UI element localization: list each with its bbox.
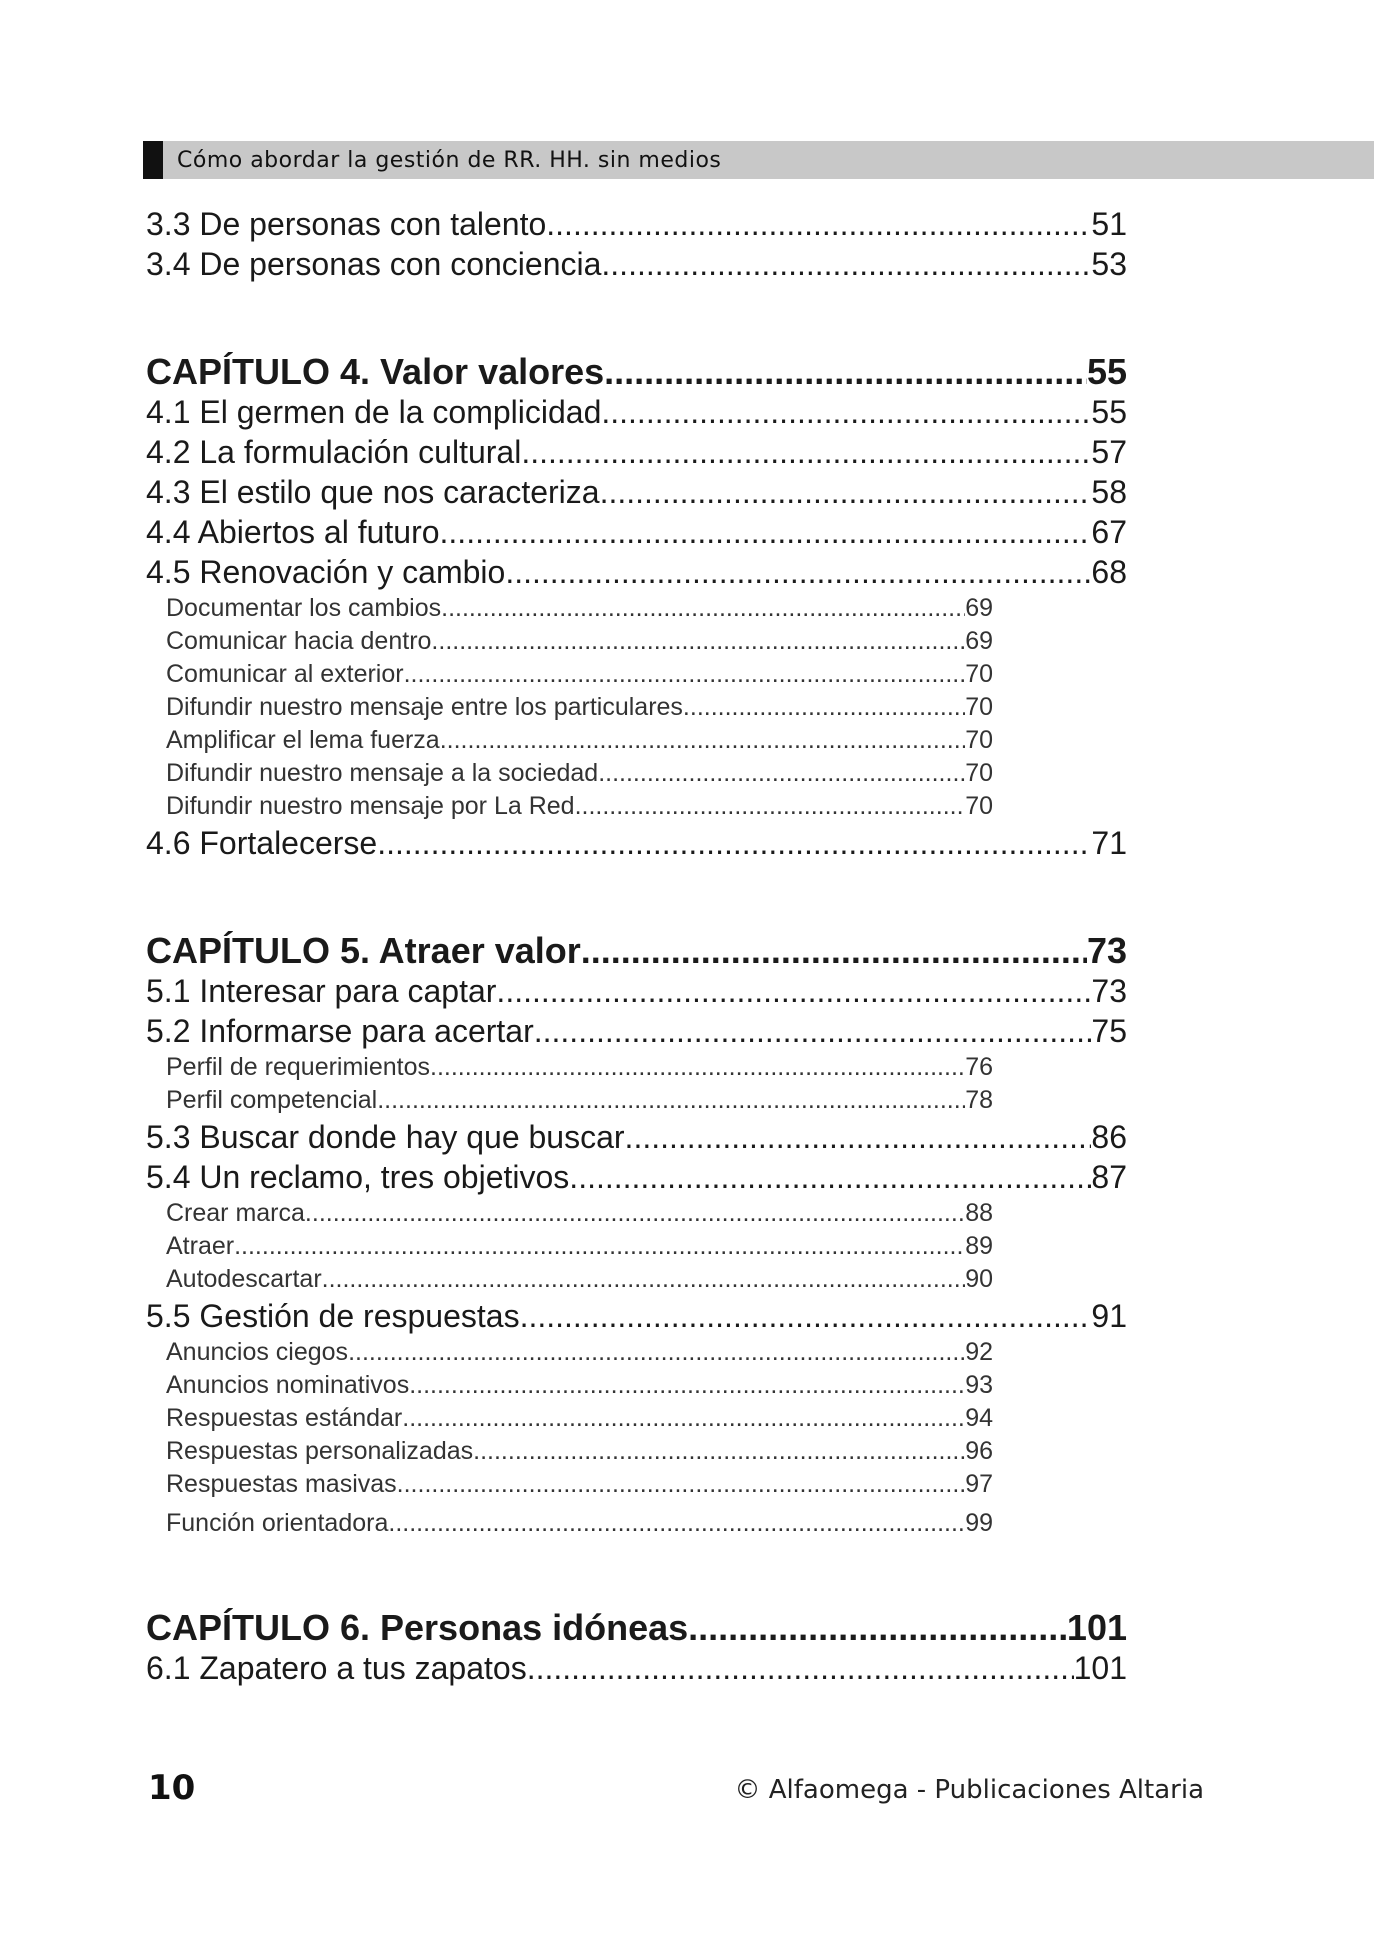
toc-entry-section (146, 823, 1127, 863)
toc-entry-page: 70 (965, 693, 993, 721)
toc-dot-leader (377, 823, 1091, 863)
toc-dot-leader (348, 1336, 965, 1369)
toc-dot-leader (625, 1117, 1092, 1157)
toc-entry-title: Difundir nuestro mensaje entre los particulares (166, 693, 683, 721)
toc-entry-title: Función orientadora (166, 1509, 389, 1537)
toc-dot-leader (521, 432, 1091, 472)
toc-entry-page: 87 (1091, 1159, 1127, 1195)
toc-entry-page: 69 (965, 627, 993, 655)
toc-entry-title: Respuestas masivas (166, 1470, 397, 1498)
toc-entry-title: Difundir nuestro mensaje por La Red (166, 792, 575, 820)
toc-entry-title: Amplificar el lema fuerza (166, 726, 440, 754)
toc-dot-leader (604, 352, 1087, 392)
toc-dot-leader (440, 724, 965, 757)
toc-entry-title: 3.3 De personas con talento (146, 206, 547, 242)
toc-entry-sub (146, 1263, 993, 1296)
toc-dot-leader (441, 592, 965, 625)
toc-entry-title: 5.4 Un reclamo, tres objetivos (146, 1159, 570, 1195)
page-number: 10 (148, 1768, 196, 1808)
toc-entry-page: 97 (965, 1470, 993, 1498)
toc-entry-page: 69 (965, 594, 993, 622)
toc-entry-page: 88 (965, 1199, 993, 1227)
toc-entry-sub (146, 1051, 993, 1084)
toc-entry-title: Anuncios nominativos (166, 1371, 410, 1399)
toc-entry-section (146, 432, 1127, 472)
toc-entry-page: 101 (1073, 1650, 1127, 1686)
toc-entry-page: 93 (965, 1371, 993, 1399)
toc-entry-section (146, 392, 1127, 432)
toc-entry-title: Anuncios ciegos (166, 1338, 349, 1366)
toc-entry-sub (146, 1402, 993, 1435)
toc-entry-page: 73 (1091, 973, 1127, 1009)
toc-dot-leader (322, 1263, 966, 1296)
publisher-credit: © Alfaomega - Publicaciones Altaria (734, 1775, 1204, 1805)
toc-entry-page: 73 (1086, 931, 1127, 971)
toc-entry-title: CAPÍTULO 6. Personas idóneas (146, 1608, 689, 1648)
toc-dot-leader (581, 931, 1087, 971)
toc-dot-leader (409, 1369, 965, 1402)
toc-entry-title: 5.1 Interesar para captar (146, 973, 497, 1009)
toc-entry-title: Atraer (166, 1232, 235, 1260)
toc-entry-sub (146, 658, 993, 691)
toc-entry-section (146, 1117, 1127, 1157)
toc-entry-title: 4.4 Abiertos al futuro (146, 514, 440, 550)
toc-entry-title: Respuestas personalizadas (166, 1437, 474, 1465)
running-header-title: Cómo abordar la gestión de RR. HH. sin medios (177, 148, 722, 173)
toc-entry-section (146, 512, 1127, 552)
toc-entry-page: 75 (1091, 1013, 1127, 1049)
toc-entry-page: 78 (965, 1086, 993, 1114)
toc-entry-title: Perfil de requerimientos (166, 1053, 431, 1081)
toc-dot-leader (402, 1402, 965, 1435)
toc-dot-leader (683, 691, 965, 724)
toc-entry-page: 89 (965, 1232, 993, 1260)
toc-entry-sub (146, 592, 993, 625)
toc-entry-sub (146, 1230, 993, 1263)
toc-entry-title: 3.4 De personas con conciencia (146, 246, 602, 282)
toc-entry-title: 6.1 Zapatero a tus zapatos (146, 1650, 527, 1686)
toc-dot-leader (388, 1507, 965, 1540)
toc-entry-section (146, 1157, 1127, 1197)
toc-entry-title: CAPÍTULO 4. Valor valores (146, 352, 605, 392)
toc-entry-section (146, 472, 1127, 512)
toc-entry-page: 67 (1091, 514, 1127, 550)
toc-entry-page: 99 (965, 1509, 993, 1537)
toc-entry-sub (146, 625, 993, 658)
toc-dot-leader (431, 625, 965, 658)
toc-entry-page: 55 (1091, 394, 1127, 430)
toc-entry-title: 4.1 El germen de la complicidad (146, 394, 602, 430)
toc-dot-leader (520, 1296, 1092, 1336)
toc-entry-title: 4.3 El estilo que nos caracteriza (146, 474, 600, 510)
toc-entry-title: 5.3 Buscar donde hay que buscar (146, 1119, 625, 1155)
toc-entry-sub (146, 1507, 993, 1540)
toc-entry-section (146, 204, 1127, 244)
toc-dot-leader (527, 1648, 1074, 1688)
toc-entry-section (146, 1296, 1127, 1336)
toc-entry-title: Respuestas estándar (166, 1404, 403, 1432)
toc-dot-leader (473, 1435, 965, 1468)
toc-entry-sub (146, 691, 993, 724)
toc-dot-leader (234, 1230, 965, 1263)
toc-entry-section (146, 552, 1127, 592)
toc-entry-section (146, 1011, 1127, 1051)
toc-entry-title: Comunicar hacia dentro (166, 627, 432, 655)
toc-entry-chapter (146, 1608, 1127, 1648)
toc-entry-page: 51 (1091, 206, 1127, 242)
toc-dot-leader (688, 1608, 1067, 1648)
toc-dot-leader (534, 1011, 1092, 1051)
table-of-contents (146, 204, 1146, 1688)
toc-entry-title: Perfil competencial (166, 1086, 378, 1114)
toc-entry-title: 4.5 Renovación y cambio (146, 554, 506, 590)
toc-entry-chapter (146, 352, 1127, 392)
toc-entry-title: Autodescartar (166, 1265, 322, 1293)
toc-entry-page: 53 (1091, 246, 1127, 282)
toc-entry-page: 70 (965, 792, 993, 820)
toc-dot-leader (600, 472, 1092, 512)
toc-dot-leader (601, 392, 1091, 432)
toc-dot-leader (496, 971, 1091, 1011)
toc-entry-sub (146, 1197, 993, 1230)
toc-entry-chapter (146, 931, 1127, 971)
toc-entry-section (146, 1648, 1127, 1688)
toc-entry-title: Crear marca (166, 1199, 305, 1227)
toc-entry-section (146, 971, 1127, 1011)
toc-entry-title: 4.6 Fortalecerse (146, 825, 378, 861)
toc-entry-page: 94 (965, 1404, 993, 1432)
toc-dot-leader (305, 1197, 965, 1230)
toc-entry-page: 71 (1091, 825, 1127, 861)
toc-entry-page: 101 (1066, 1608, 1127, 1648)
toc-entry-page: 55 (1086, 352, 1127, 392)
toc-entry-page: 91 (1091, 1298, 1127, 1334)
toc-entry-section (146, 244, 1127, 284)
toc-entry-title: CAPÍTULO 5. Atraer valor (146, 931, 581, 971)
toc-entry-page: 57 (1091, 434, 1127, 470)
toc-dot-leader (430, 1051, 965, 1084)
toc-entry-title: 4.2 La formulación cultural (146, 434, 522, 470)
toc-dot-leader (546, 204, 1091, 244)
toc-entry-sub (146, 1369, 993, 1402)
toc-entry-title: 5.5 Gestión de respuestas (146, 1298, 520, 1334)
toc-entry-sub (146, 1435, 993, 1468)
toc-entry-page: 70 (965, 726, 993, 754)
toc-entry-sub (146, 757, 993, 790)
toc-entry-sub (146, 1468, 993, 1501)
toc-entry-sub (146, 724, 993, 757)
toc-entry-page: 86 (1091, 1119, 1127, 1155)
toc-entry-title: 5.2 Informarse para acertar (146, 1013, 534, 1049)
toc-dot-leader (575, 790, 966, 823)
toc-dot-leader (505, 552, 1091, 592)
toc-dot-leader (404, 658, 966, 691)
toc-dot-leader (397, 1468, 966, 1501)
toc-entry-sub (146, 1084, 993, 1117)
running-header-marker (143, 141, 163, 179)
toc-entry-page: 90 (965, 1265, 993, 1293)
toc-dot-leader (440, 512, 1092, 552)
toc-entry-title: Difundir nuestro mensaje a la sociedad (166, 759, 599, 787)
toc-entry-page: 58 (1091, 474, 1127, 510)
toc-entry-page: 76 (965, 1053, 993, 1081)
toc-dot-leader (598, 757, 965, 790)
toc-entry-title: Comunicar al exterior (166, 660, 404, 688)
toc-entry-page: 96 (965, 1437, 993, 1465)
toc-dot-leader (601, 244, 1091, 284)
toc-entry-sub (146, 790, 993, 823)
toc-dot-leader (377, 1084, 965, 1117)
toc-entry-sub (146, 1336, 993, 1369)
toc-dot-leader (569, 1157, 1091, 1197)
toc-entry-page: 68 (1091, 554, 1127, 590)
toc-entry-page: 70 (965, 660, 993, 688)
toc-entry-title: Documentar los cambios (166, 594, 442, 622)
toc-entry-page: 70 (965, 759, 993, 787)
toc-entry-page: 92 (965, 1338, 993, 1366)
